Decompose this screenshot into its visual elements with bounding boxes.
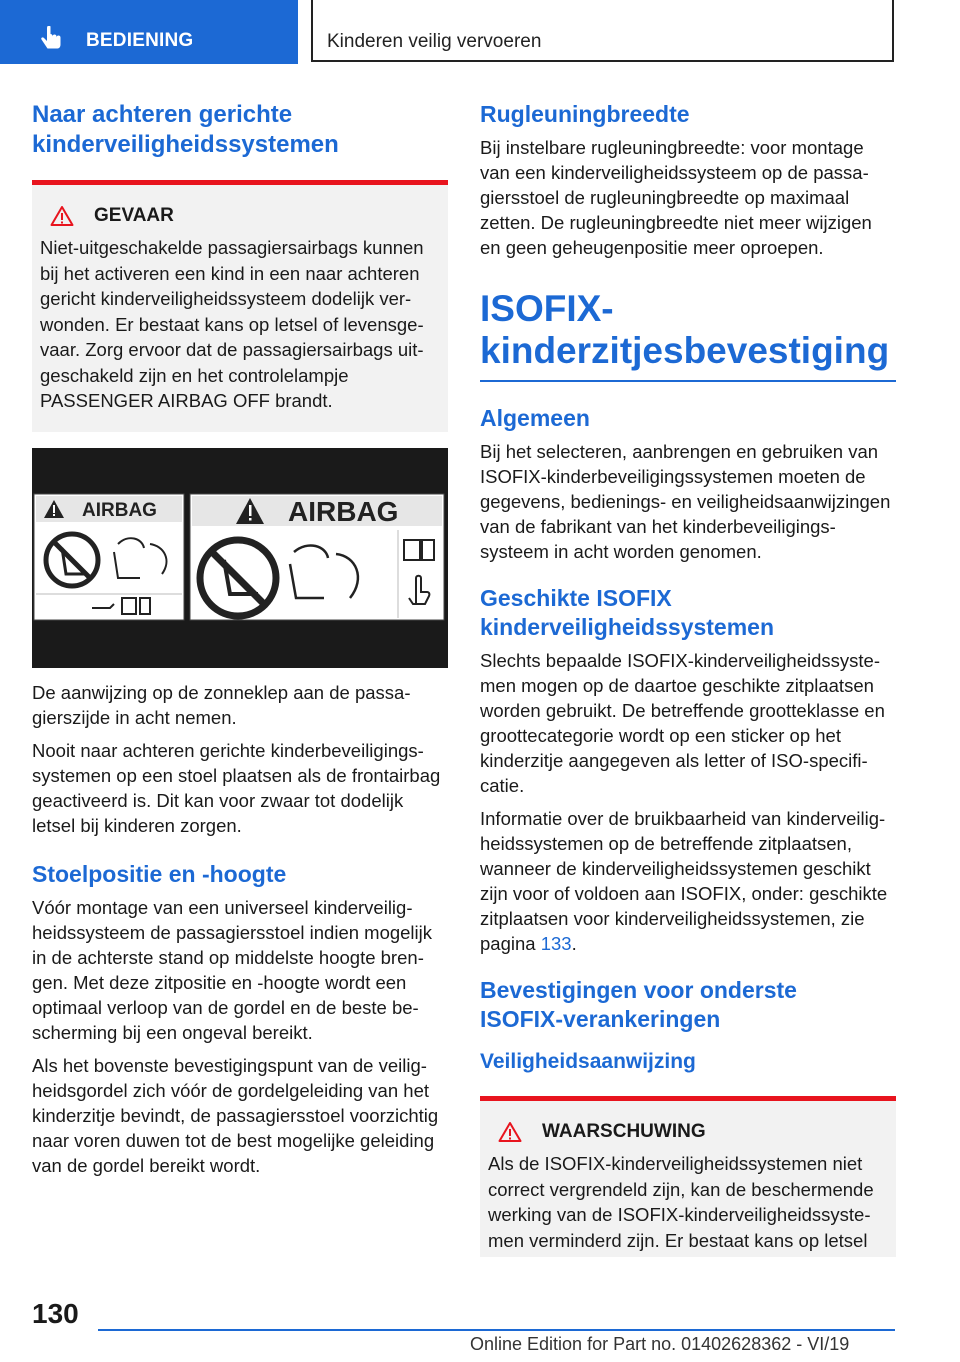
danger-box [32, 180, 448, 432]
footer-rule [98, 1329, 895, 1331]
paragraph-backrest-width: Bij instelbare rugleuningbreedte: voor montage van een kinderveiligheidssysteem op de passagiersstoel de rugleuningbreedte op maximaal zetten. De rugleuningbreedte niet meer wijzigen en geen geheugenpositie meer oproepen. [480, 137, 872, 258]
heading-isofix-rule [480, 380, 896, 382]
section-label: BEDIENING [86, 30, 194, 51]
paragraph-usability-info [480, 806, 896, 956]
hand-pointer-icon [38, 26, 64, 52]
paragraph-belt-guide: Als het bovenste bevestigingspunt van de veiligheidsgordel zich vóór de gordelgeleiding van het kinderzitje bevindt, de passagiersstoel voorzichtig naar voren duwen tot de best mogelijke geleiding van de gordel bereikt wordt. [32, 1054, 439, 1176]
heading-safety-note: Veiligheidsaanwijzing [480, 1050, 696, 1073]
chapter-header [311, 0, 894, 62]
airbag-warning-figure [32, 448, 448, 668]
airbag-label-small: AIRBAG [82, 499, 157, 521]
section-tab [0, 0, 298, 64]
paragraph-suitable-isofix: Slechts bepaalde ISOFIX-kinderveiligheidssystemen mogen op de daartoe geschikte zitplaatsen worden gebruikt. De betreffende grootteklasse en groottecategorie wordt op een sticker op het kinderzitje aangegeven als letter of ISO-specificatie. [480, 650, 885, 796]
warning-triangle-icon [498, 1121, 522, 1143]
heading-backrest-width: Rugleuningbreedte [480, 101, 690, 127]
chapter-title: Kinderen veilig vervoeren [327, 31, 542, 52]
heading-isofix: ISOFIX-kinderzitjesbevestiging [480, 288, 890, 371]
danger-header [50, 205, 440, 227]
heading-rear-facing: Naar achteren gerichte kinderveiligheidssystemen [32, 101, 339, 158]
usability-text: Informatie over de bruikbaarheid van kinderveiligheidssystemen op de betreffende zitplaatsen, wanneer de kinderveiligheidssystemen geschikt zijn voor of voldoen aan ISOFIX, onder: geschikte zitplaatsen voor kinderveiligheidssystemen, zie pagina [480, 808, 888, 954]
right-column [480, 100, 896, 1257]
usability-end: . [571, 933, 577, 954]
page-link-133[interactable]: 133 [540, 933, 572, 954]
paragraph-seat-position: Vóór montage van een universeel kinderveiligheidssysteem de passagiersstoel indien mogelijk in de achterste stand op middelste hoogte brengen. Met deze zitpositie en -hoogte wordt een optimaal verloop van de gordel en de beste bescherming bij een ongeval bereikt. [32, 896, 433, 1043]
airbag-labels-illustration [32, 448, 448, 668]
warning-header [498, 1121, 888, 1143]
footer-edition: Online Edition for Part no. 01402628362 - VI/19 [470, 1334, 850, 1354]
warning-box [480, 1096, 896, 1257]
heading-general: Algemeen [480, 405, 590, 431]
heading-suitable-isofix: Geschikte ISOFIX kinderveiligheidssystemen [480, 585, 775, 640]
danger-text: Niet-uitgeschakelde passagiersairbags kunnen bij het activeren een kind in een naar achteren gericht kinderveiligheidssysteem dodelijk verwonden. Er bestaat kans op letsel of levensgevaar. Zorg ervoor dat de passagiersairbags uitgeschakeld zijn en het controlelampje PASSENGER AIRBAG OFF brandt. [40, 237, 424, 411]
left-column [32, 100, 448, 1186]
danger-label: GEVAAR [94, 205, 174, 226]
paragraph-never-rear-facing: Nooit naar achteren gerichte kinderbeveiligingssystemen op een stoel plaatsen als de frontairbag geactiveerd is. Dit kan voor zwaar tot dodelijk letsel bij kinderen zorgen. [32, 739, 441, 836]
heading-lower-anchors: Bevestigingen voor onderste ISOFIX-verankeringen [480, 977, 797, 1032]
paragraph-general: Bij het selecteren, aanbrengen en gebruiken van ISOFIX-kinderbeveiligingssystemen moeten de gegevens, bedienings- en veiligheidsaanwijzingen van de fabrikant van het kinderbeveiligingssysteem in acht worden genomen. [480, 441, 891, 562]
airbag-label-large: AIRBAG [288, 495, 399, 527]
paragraph-sunvisor: De aanwijzing op de zonneklep aan de passagierszijde in acht nemen. [32, 681, 411, 728]
warning-triangle-icon [50, 205, 74, 227]
warning-text: Als de ISOFIX-kinderveiligheidssystemen niet correct vergrendeld zijn, kan de beschermende werking van de ISOFIX-kinderveiligheidssystemen verminderd zijn. Er bestaat kans op letsel [488, 1153, 874, 1251]
page-number: 130 [32, 1298, 79, 1329]
heading-seat-position: Stoelpositie en -hoogte [32, 860, 287, 887]
warning-label: WAARSCHUWING [542, 1121, 706, 1142]
